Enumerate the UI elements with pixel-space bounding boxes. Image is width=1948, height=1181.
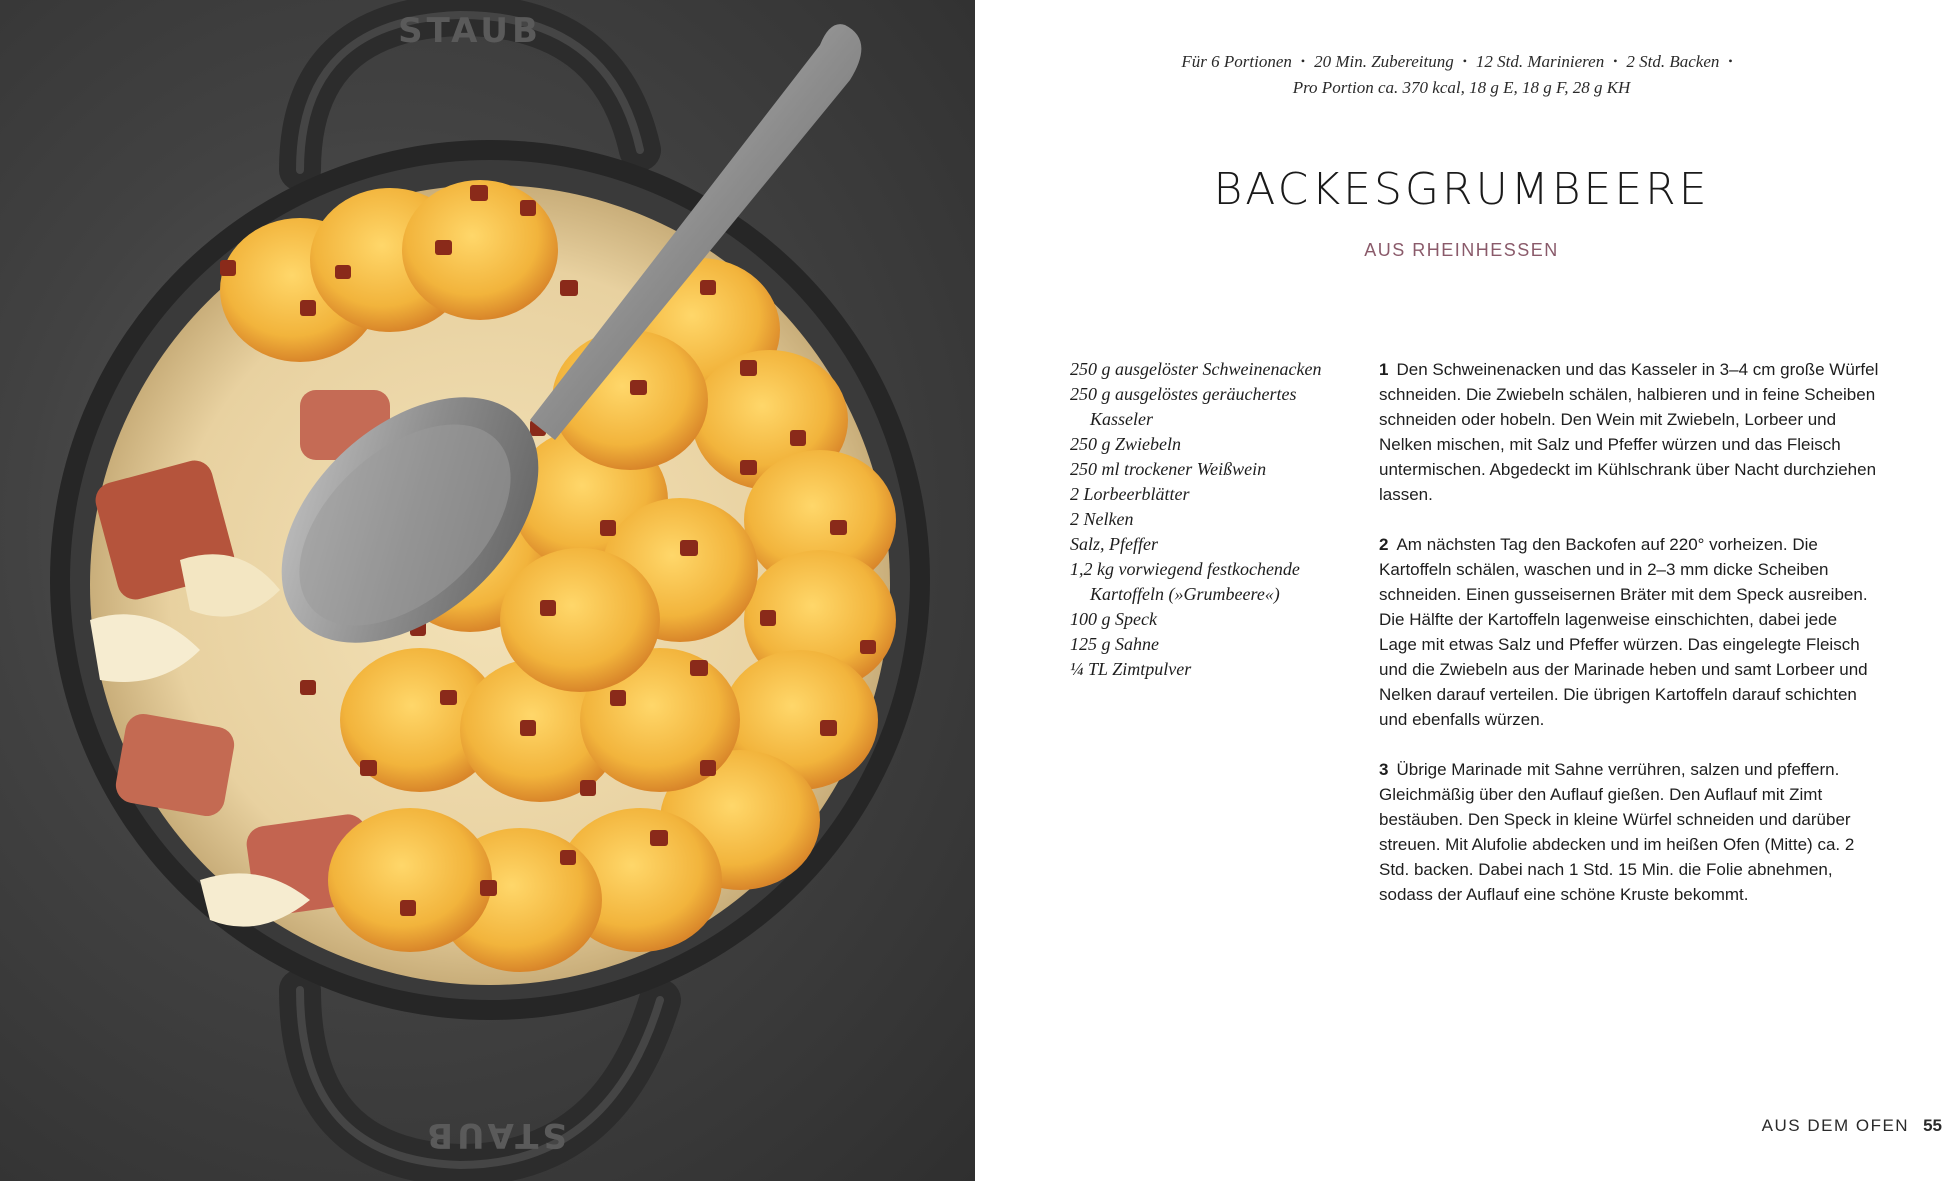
ingredient-list: [1070, 357, 1360, 682]
page-number: 55: [1923, 1116, 1942, 1135]
ingredient-item: 250 ml trockener Weißwein: [1070, 459, 1267, 479]
instruction-steps: [1379, 357, 1879, 932]
ingredient-item: 125 g Sahne: [1070, 634, 1159, 654]
step-text: Am nächsten Tag den Backofen auf 220° vorheizen. Die Kartoffeln schälen, waschen und in 2–3 mm dicke Scheiben schneiden. Einen gusseisernen Bräter mit dem Speck ausreiben. Die Hälfte der Kartoffeln lagenweise einschichten, dabei jede Lage mit etwas Salz und Pfeffer würzen. Das eingelegte Fleisch und die Zwiebeln aus der Marinade heben und samt Lorbeer und Nelken darauf verteilen. Die übrigen Kartoffeln darauf schichten und ebenfalls würzen.: [1379, 535, 1868, 729]
step-number: 2: [1379, 535, 1389, 554]
meta-marinate-time: 12 Std. Marinieren: [1475, 52, 1605, 71]
meta-separator: •: [1728, 54, 1733, 68]
ingredient-item: 250 g ausgelöster Schweinenacken: [1070, 359, 1322, 379]
ingredient-item: 1,2 kg vorwiegend festkochende Kartoffeln (»Grumbeere«): [1070, 559, 1300, 604]
recipe-meta: [975, 48, 1948, 101]
meta-bake-time: 2 Std. Backen: [1626, 52, 1720, 71]
meta-portions: Für 6 Portionen: [1181, 52, 1292, 71]
meta-line-1: [975, 48, 1948, 75]
ingredient-item: 250 g ausgelöstes geräuchertes Kasseler: [1070, 384, 1297, 429]
ingredient-item: 2 Nelken: [1070, 509, 1134, 529]
step-number: 3: [1379, 760, 1389, 779]
step-number: 1: [1379, 360, 1389, 379]
step-text: Den Schweinenacken und das Kasseler in 3–4 cm große Würfel schneiden. Die Zwiebeln schälen, halbieren und in feine Scheiben schneiden oder hobeln. Den Wein mit Zwiebeln, Lorbeer und Nelken mischen, mit Salz und Pfeffer würzen und das Fleisch untermischen. Abgedeckt im Kühlschrank über Nacht durchziehen lassen.: [1379, 360, 1879, 504]
ingredient-item: 2 Lorbeerblätter: [1070, 484, 1190, 504]
recipe-page: [975, 0, 1948, 1181]
recipe-title: BACKESGRUMBEERE: [1213, 164, 1710, 215]
ingredient-item: ¼ TL Zimtpulver: [1070, 659, 1192, 679]
pan-brand-top: STAUB: [398, 11, 542, 51]
meta-nutrition: Pro Portion ca. 370 kcal, 18 g E, 18 g F, 28 g KH: [1292, 78, 1631, 97]
meta-prep-time: 20 Min. Zubereitung: [1314, 52, 1454, 71]
pan-brand-bottom: STAUB: [423, 1115, 567, 1155]
recipe-subtitle: AUS RHEINHESSEN: [1364, 240, 1559, 260]
step-1: [1379, 357, 1879, 507]
page-footer: [1762, 1116, 1942, 1136]
ingredient-item: 250 g Zwiebeln: [1070, 434, 1181, 454]
step-3: [1379, 757, 1879, 907]
meta-separator: •: [1613, 54, 1618, 68]
footer-section-title: AUS DEM OFEN: [1761, 1116, 1910, 1135]
step-2: [1379, 532, 1879, 732]
meta-separator: •: [1462, 54, 1467, 68]
meta-separator: •: [1300, 54, 1306, 68]
ingredient-item: 100 g Speck: [1070, 609, 1157, 629]
ingredient-item: Salz, Pfeffer: [1070, 534, 1158, 554]
step-text: Übrige Marinade mit Sahne verrühren, salzen und pfeffern. Gleichmäßig über den Auflauf gießen. Den Auflauf mit Zimt bestäuben. Den Speck in kleine Würfel schneiden und darüber streuen. Mit Alufolie abdecken und im heißen Ofen (Mitte) ca. 2 Std. backen. Dabei nach 1 Std. 15 Min. die Folie abnehmen, sodass der Auflauf eine schöne Kruste bekommt.: [1379, 760, 1855, 904]
